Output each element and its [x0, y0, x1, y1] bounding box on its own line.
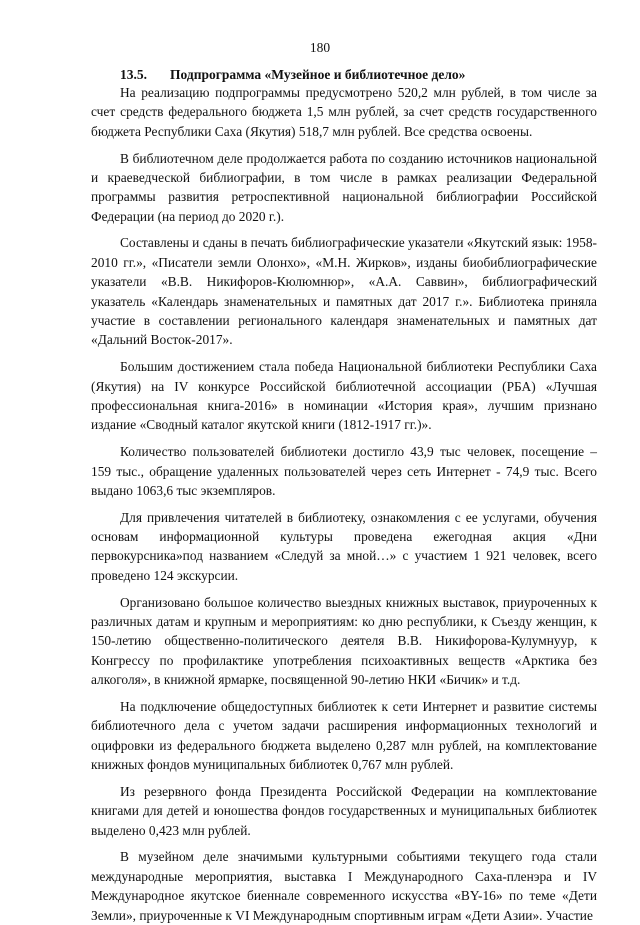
paragraph-museum: В музейном деле значимыми культурными событиями текущего года стали международные мероприятия, выставка I Международного Саха-пленэра и IV Международное якутское биеннале современного искусства «BY-16» по теме «Дети Земли», приуроченные к VI Международным спортивным играм «Дети Азии». Участие	[91, 849, 597, 923]
paragraph-bibliography: В библиотечном деле продолжается работа по созданию источников национальной и краеведческой библиографии, в том числе в рамках реализации Федеральной программы развития ретроспективной национальной библиографии Российской Федерации (на период до 2020 г.).	[91, 150, 597, 224]
paragraph-internet-connection: На подключение общедоступных библиотек к сети Интернет и развитие системы библиотечного дела с учетом задачи расширения информационных технологий и оцифровки из федерального бюджета выделено 0,287 млн рублей, на комплектование книжных фондов муниципальных библиотек 0,767 млн рублей.	[91, 698, 597, 773]
paragraph-funding: На реализацию подпрограммы предусмотрено 520,2 млн рублей, в том числе за счет средств федерального бюджета 1,5 млн рублей, за счет средств государственного бюджета Республики Саха (Якутия) 518,7 млн рублей. Все средства освоены.	[91, 85, 597, 139]
paragraph-publications: Составлены и сданы в печать библиографические указатели «Якутский язык: 1958-2010 гг.», «Писатели земли Олонхо», «М.Н. Жирков», изданы биобиблиографические указатели «В.В. Никифоров-Кюлюмнюр», «А.А. Саввин», библиографический указатель «Календарь знаменательных и памятных дат 2017 г.». Библиотека приняла участие в составлении регионального календаря знаменательных и памятных дат «Дальний Восток-2017».	[91, 235, 597, 348]
section-heading	[120, 67, 465, 83]
body-text	[91, 83, 597, 925]
page-number: 180	[309, 40, 331, 55]
section-number: 13.5.	[120, 67, 147, 82]
section-title: Подпрограмма «Музейное и библиотечное дело»	[170, 67, 466, 82]
paragraph-exhibitions: Организовано большое количество выездных книжных выставок, приуроченных к различных датам и крупным и мероприятиям: ко дню республики, к Съезду женщин, к 150-летию общественно-политического деятеля В.В. Никифорова-Кулумнуур, к Конгрессу по профилактике употребления психоактивных веществ «Арктика без алкоголя», в книжной ярмарке, посвященной 90-летию НКИ «Бичик» и т.д.	[91, 594, 597, 688]
paragraph-reserve-fund: Из резервного фонда Президента Российской Федерации на комплектование книгами для детей и юношества фондов государственных и муниципальных библиотек выделено 0,423 млн рублей.	[91, 783, 597, 838]
paragraph-freshman-campaign: Для привлечения читателей в библиотеку, ознакомления с ее услугами, обучения основам информационной культуры проведена ежегодная акция «Дни первокурсника»под названием «Следуй за мной…» с участием 1 921 человек, всего проведено 124 экскурсии.	[91, 509, 597, 583]
paragraph-award: Большим достижением стала победа Национальной библиотеки Республики Саха (Якутия) на IV конкурсе Российской библиотечной ассоциации (РБА) «Лучшая профессиональная книга-2016» в номинации «История края», лучшим признано издание «Сводный каталог якутской книги (1812-1917 гг.)».	[91, 359, 597, 433]
paragraph-users: Количество пользователей библиотеки достигло 43,9 тыс человек, посещение – 159 тыс., обращение удаленных пользователей через сеть Интернет - 74,9 тыс. Всего выдано 1063,6 тыс экземпляров.	[91, 444, 597, 498]
